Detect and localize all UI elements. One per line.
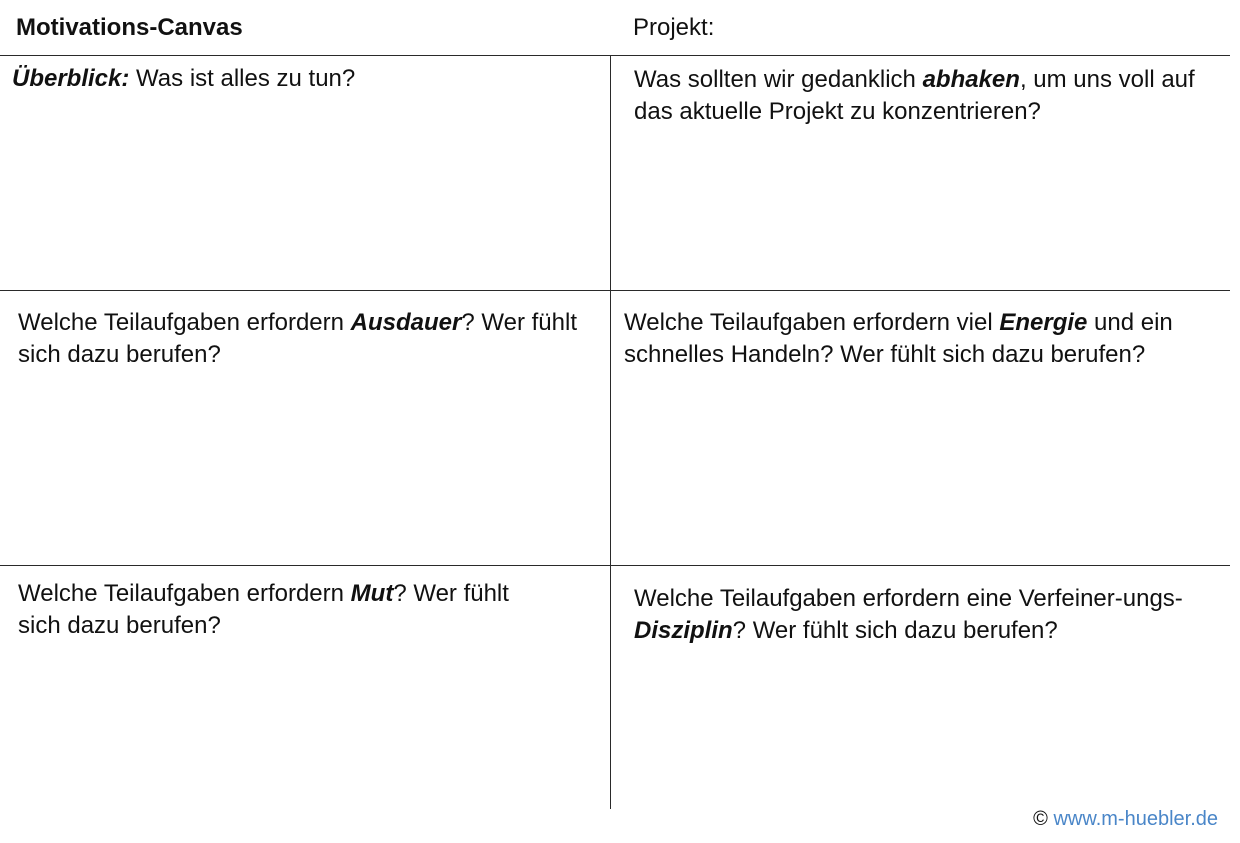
cell-discipline <box>634 583 1214 647</box>
cell-courage <box>18 578 548 642</box>
row-divider-2 <box>0 565 1230 566</box>
courage-text-before: Welche Teilaufgaben erfordern <box>18 580 351 607</box>
cell-energy <box>624 307 1228 371</box>
courage-emphasis: Mut <box>350 580 394 607</box>
copyright-footer <box>1033 808 1218 831</box>
row-divider-1 <box>0 290 1230 291</box>
endurance-text-after: ? Wer fühlt sich dazu berufen? <box>18 309 577 368</box>
overview-emphasis: Überblick: <box>12 65 130 92</box>
endurance-emphasis: Ausdauer <box>350 309 462 336</box>
check-off-text-after: , um uns voll auf das aktuelle Projekt zu konzentrieren? <box>634 66 1195 125</box>
canvas-title: Motivations-Canvas <box>16 14 243 41</box>
check-off-text-before: Was sollten wir gedanklich <box>634 66 923 93</box>
energy-emphasis: Energie <box>999 309 1088 336</box>
energy-text-before: Welche Teilaufgaben erfordern viel <box>624 309 1000 336</box>
check-off-emphasis: abhaken <box>922 66 1020 93</box>
header-divider <box>0 55 1230 56</box>
cell-overview <box>12 63 602 95</box>
cell-endurance <box>18 307 598 371</box>
website-link[interactable]: www.m-huebler.de <box>1053 808 1218 830</box>
project-label: Projekt: <box>633 14 715 41</box>
courage-text-after: ? Wer fühlt sich dazu berufen? <box>18 580 509 639</box>
overview-text: Was ist alles zu tun? <box>129 65 356 92</box>
discipline-text-after: ? Wer fühlt sich dazu berufen? <box>732 617 1058 644</box>
copyright-symbol: © <box>1033 808 1048 830</box>
discipline-emphasis: Disziplin <box>634 617 733 644</box>
discipline-text-before: Welche Teilaufgaben erfordern eine Verfeiner-ungs- <box>634 585 1183 612</box>
endurance-text-before: Welche Teilaufgaben erfordern <box>18 309 351 336</box>
cell-check-off <box>634 64 1214 128</box>
energy-text-after: und ein schnelles Handeln? Wer fühlt sich dazu berufen? <box>624 309 1173 368</box>
column-divider <box>610 55 611 809</box>
